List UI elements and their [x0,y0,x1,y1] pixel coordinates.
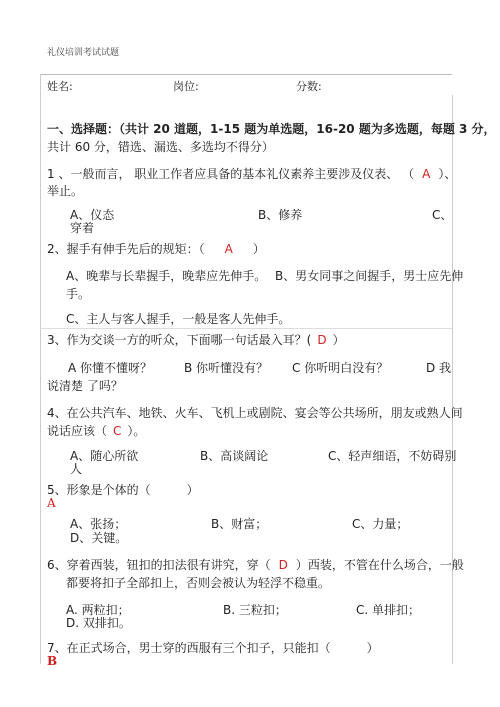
q6-option-c: C. 单排扣； [356,603,421,617]
section-line-2: 共计 60 分，错选、漏选、多选均不得分） [47,140,274,154]
question-4-line-1: 4、在公共汽车、地铁、火车、飞机上或剧院、宴会等公共场所，朋友或熟人间 [47,406,463,420]
q3-option-d-cont: 说清楚 了吗？ [47,379,123,393]
frame-left-border [40,74,41,664]
q2-option-c: C、主人与客人握手，一般是客人先伸手。 [66,312,291,326]
q4-option-b: B、高谈阔论 [200,449,269,463]
q4-option-c-cont: 人 [70,462,83,476]
score-label: 分数: [296,80,322,93]
answer-1: A [422,167,431,181]
q1-option-c-cont: 穿着 [70,221,95,235]
q6-option-b: B. 三粒扣； [223,603,287,617]
answer-3: D [317,333,327,347]
separator-line [40,328,452,329]
q4-option-a: A、随心所欲 [70,449,139,463]
q5-option-c: C、力量； [352,517,409,531]
name-label: 姓名: [47,80,73,93]
q3-option-a: A 你懂不懂呀？ [68,361,153,375]
section-heading [47,121,496,137]
answer-5: A [47,496,56,510]
q5-option-a: A、张扬； [70,517,127,531]
question-1-line-2: 举止。 [47,184,84,198]
answer-2: A [224,242,233,256]
q3-option-d: D 我 [426,361,452,375]
question-3-line-1: 3、作为交谈一方的听众，下面哪一句话最入耳？( D ） [47,333,345,347]
q6-option-d: D. 双排扣。 [66,616,131,630]
answer-6: D [278,558,288,572]
question-1-line-1: 1 、一般而言， 职业工作者应具备的基本礼仪素养主要涉及仪表、 （ A ）、 [47,167,457,181]
q1-option-a: A、仪态 [70,208,115,222]
q5-option-b: B、财富； [211,517,268,531]
question-2-line-1: 2、握手有伸手先后的规矩：（ A ） [47,242,265,256]
q5-option-d: D、关键。 [70,531,128,545]
section-line-1: 一、选择题：（共计 20 道题，1-15 题为单选题，16-20 题为多选题，每题 3 分， [47,122,496,136]
answer-4: C [113,424,122,438]
document-title: 礼仪培训考试试题 [47,48,120,58]
question-7-line-1: 7、在正式场合，男士穿的西服有三个扣子，只能扣（ ） [47,641,379,655]
answer-7: B [47,654,58,668]
q6-option-a: A. 两粒扣； [66,603,130,617]
question-6-line-1: 6、穿着西装，钮扣的扣法很有讲究，穿（ D ）西装，不管在什么场合，一般 [47,558,464,572]
q1-option-c: C、 [432,208,453,222]
question-6-line-2: 都要将扣子全部扣上，否则会被认为轻浮不稳重。 [66,576,331,590]
question-4-line-2: 说话应该（ C ）。 [47,424,146,438]
q3-option-b: B 你听懂没有？ [184,361,269,375]
q4-option-c: C、轻声细语，不妨碍别 [328,449,457,463]
q2-option-a: A、晚辈与长辈握手，晚辈应先伸手。 [66,269,267,283]
position-label: 岗位: [173,80,199,93]
q2-option-b: B、男女同事之间握手，男士应先伸 [275,269,464,283]
frame-top-border [40,74,452,75]
question-5-line-1: 5、形象是个体的（ ） [47,483,199,497]
q2-option-b-cont: 手。 [66,287,91,301]
q1-option-b: B、修养 [258,208,303,222]
q3-option-c: C 你听明白没有？ [292,361,389,375]
